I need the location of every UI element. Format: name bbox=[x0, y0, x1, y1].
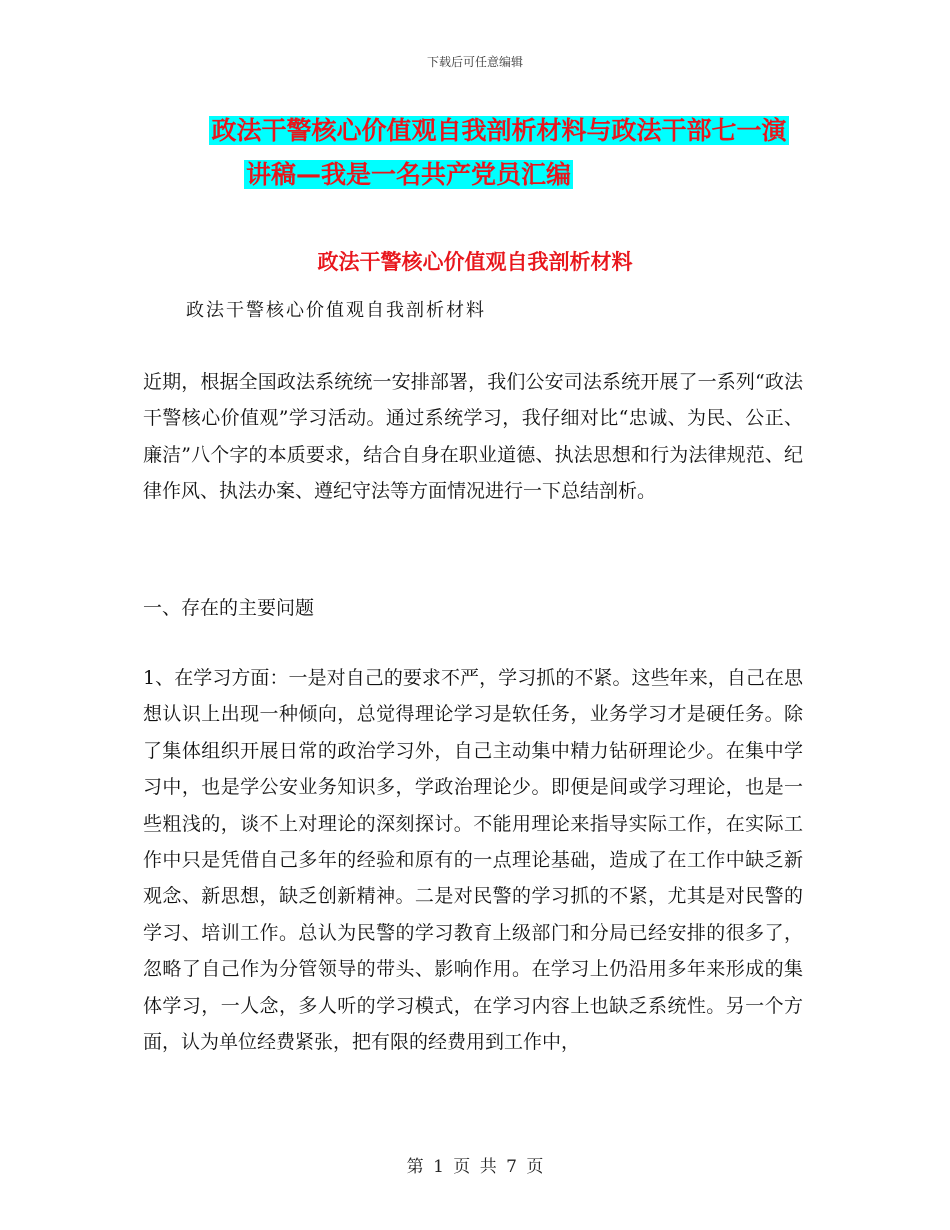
title-highlight: 讲稿—我是一名共产党员汇编 bbox=[246, 160, 572, 189]
paragraph-intro: 近期，根据全国政法系统统一安排部署，我们公安司法系统开展了一系列“政法干警核心价值观”学习活动。通过系统学习，我仔细对比“忠诚、为民、公正、廉洁”八个字的本质要求，结合自身在职业道德、执法思想和行为法律规范、纪律作风、执法办案、遵纪守法等方面情况进行一下总结剖析。 bbox=[143, 371, 803, 503]
section-title: 政法干警核心价值观自我剖析材料 bbox=[317, 250, 633, 274]
document-title-line-2 bbox=[0, 156, 950, 194]
document-title-line-1 bbox=[0, 112, 950, 150]
sub-title: 政法干警核心价值观自我剖析材料 bbox=[186, 300, 486, 321]
title-highlight: 政法干警核心价值观自我剖析材料与政法干部七一演 bbox=[211, 116, 787, 145]
paragraph-heading: 一、存在的主要问题 bbox=[143, 597, 315, 619]
page-footer: 第 1 页 共 7 页 bbox=[406, 1157, 544, 1177]
paragraph-body: 1、在学习方面：一是对自己的要求不严，学习抓的不紧。这些年来，自己在思想认识上出现一种倾向，总觉得理论学习是软任务，业务学习才是硬任务。除了集体组织开展日常的政治学习外，自己主动集中精力钻研理论少。在集中学习中，也是学公安业务知识多，学政治理论少。即便是间或学习理论，也是一些粗浅的，谈不上对理论的深刻探讨。不能用理论来指导实际工作，在实际工作中只是凭借自己多年的经验和原有的一点理论基础，造成了在工作中缺乏新观念、新思想，缺乏创新精神。二是对民警的学习抓的不紧，尤其是对民警的学习、培训工作。总认为民警的学习教育上级部门和分局已经安排的很多了，忽略了自己作为分管领导的带头、影响作用。在学习上仍沿用多年来形成的集体学习，一人念，多人听的学习模式，在学习内容上也缺乏系统性。另一个方面，认为单位经费紧张，把有限的经费用到工作中， bbox=[143, 667, 803, 1054]
page-header-note: 下载后可任意编辑 bbox=[426, 55, 523, 69]
